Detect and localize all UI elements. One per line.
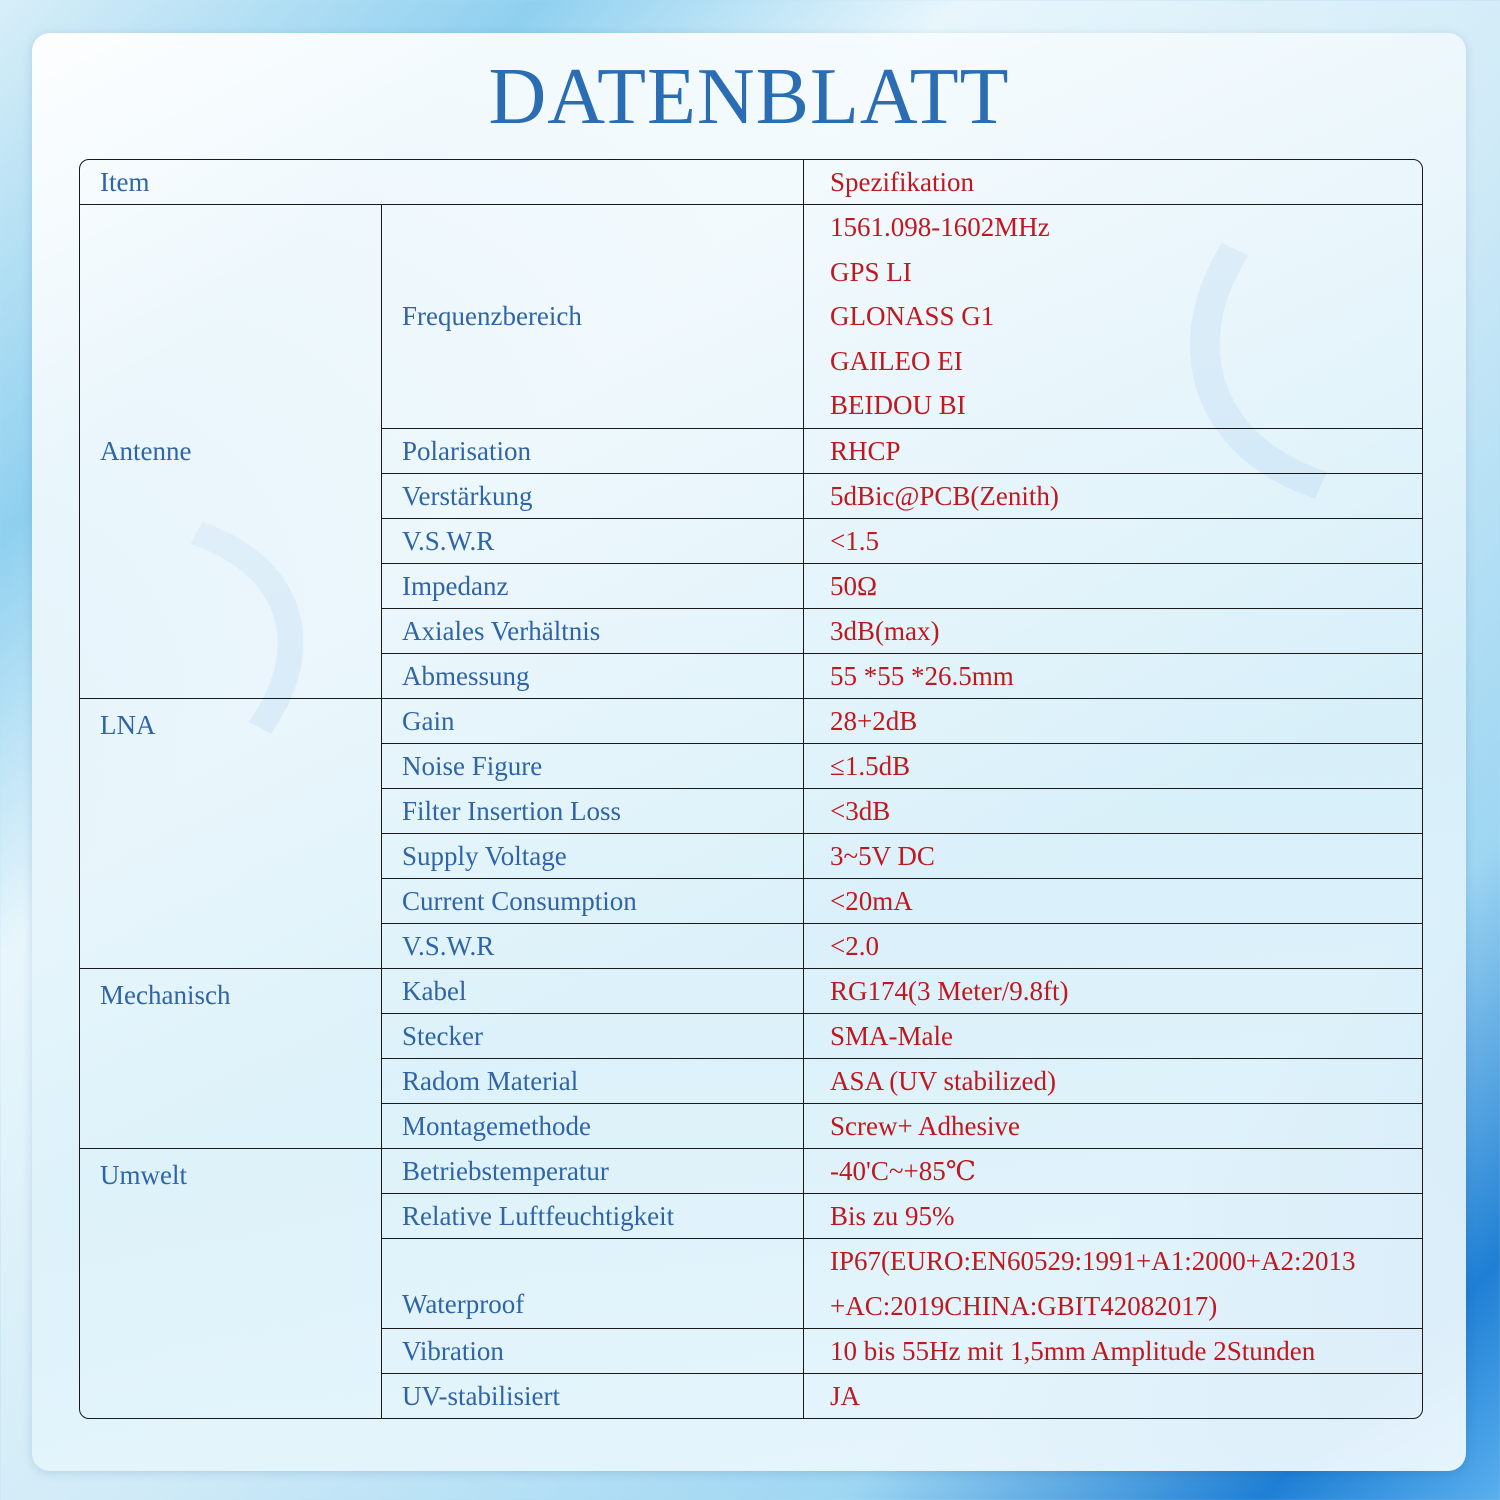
spec-table [79,159,1423,1419]
spec-value: 55 *55 *26.5mm [804,654,1422,699]
spec-value: RHCP [804,429,1422,474]
spec-value-line: 1561.098-1602MHz [830,212,1050,242]
param-label: Montagemethode [382,1104,804,1149]
table-row [80,1149,1422,1194]
spec-value: JA [830,1381,861,1412]
group-label: Umwelt [80,1149,382,1418]
group-label: Mechanisch [80,969,382,1149]
param-label: Filter Insertion Loss [382,789,804,834]
spec-value: <2.0 [804,924,1422,969]
spec-value: ASA (UV stabilized) [804,1059,1422,1104]
header-spec: Spezifikation [804,160,1422,205]
page-title: DATENBLATT [488,53,1010,141]
spec-value-line: GPS LI [830,256,912,287]
spec-value: SMA-Male [804,1014,1422,1059]
param-label: Betriebstemperatur [382,1149,804,1194]
param-label: Frequenzbereich [382,205,804,429]
param-label: Supply Voltage [382,834,804,879]
spec-value [804,205,1422,429]
spec-value: Bis zu 95% [804,1194,1422,1239]
table-row [80,969,1422,1014]
spec-value-line: GAILEO EI [830,345,963,376]
header-item: Item [80,160,804,205]
param-label: Verstärkung [382,474,804,519]
table-row [80,205,1422,429]
group-label: Antenne [80,205,382,699]
param-label: Gain [382,699,804,744]
spec-value [804,1239,1422,1329]
param-label: Kabel [382,969,804,1014]
param-label: Polarisation [382,429,804,474]
group-label: LNA [80,699,382,969]
spec-value: <3dB [804,789,1422,834]
param-label: Impedanz [382,564,804,609]
spec-value-line: IP67(EURO:EN60529:1991+A1:2000+A2:2013 [830,1245,1356,1276]
table-row [80,699,1422,744]
param-label: Axiales Verhältnis [382,609,804,654]
param-label: Noise Figure [382,744,804,789]
param-label: UV-stabilisiert [382,1374,804,1418]
param-label: Radom Material [382,1059,804,1104]
table-header-row [80,160,1422,205]
spec-value-line: +AC:2019CHINA:GBIT42082017) [830,1290,1218,1321]
spec-value: 28+2dB [804,699,1422,744]
spec-table-body [80,160,1422,1418]
spec-value: RG174(3 Meter/9.8ft) [804,969,1422,1014]
param-label: Abmessung [382,654,804,699]
spec-value: ≤1.5dB [804,744,1422,789]
spec-value: 3dB(max) [804,609,1422,654]
spec-value-line: BEIDOU BI [830,390,966,421]
spec-value: 10 bis 55Hz mit 1,5mm Amplitude 2Stunden [804,1329,1422,1374]
spec-value: 5dBic@PCB(Zenith) [804,474,1422,519]
spec-value: Screw+ Adhesive [804,1104,1422,1149]
param-label: Stecker [382,1014,804,1059]
spec-value: <1.5 [804,519,1422,564]
spec-value: <20mA [804,879,1422,924]
param-label: Current Consumption [382,879,804,924]
param-label: V.S.W.R [382,924,804,969]
param-label: Waterproof [382,1239,804,1329]
spec-value: -40'C~+85℃ [804,1149,1422,1194]
param-label: V.S.W.R [382,519,804,564]
spec-value-line: GLONASS G1 [830,301,995,332]
spec-value: 3~5V DC [804,834,1422,879]
param-label: Relative Luftfeuchtigkeit [382,1194,804,1239]
spec-value: 50Ω [804,564,1422,609]
param-label: Vibration [382,1329,804,1374]
